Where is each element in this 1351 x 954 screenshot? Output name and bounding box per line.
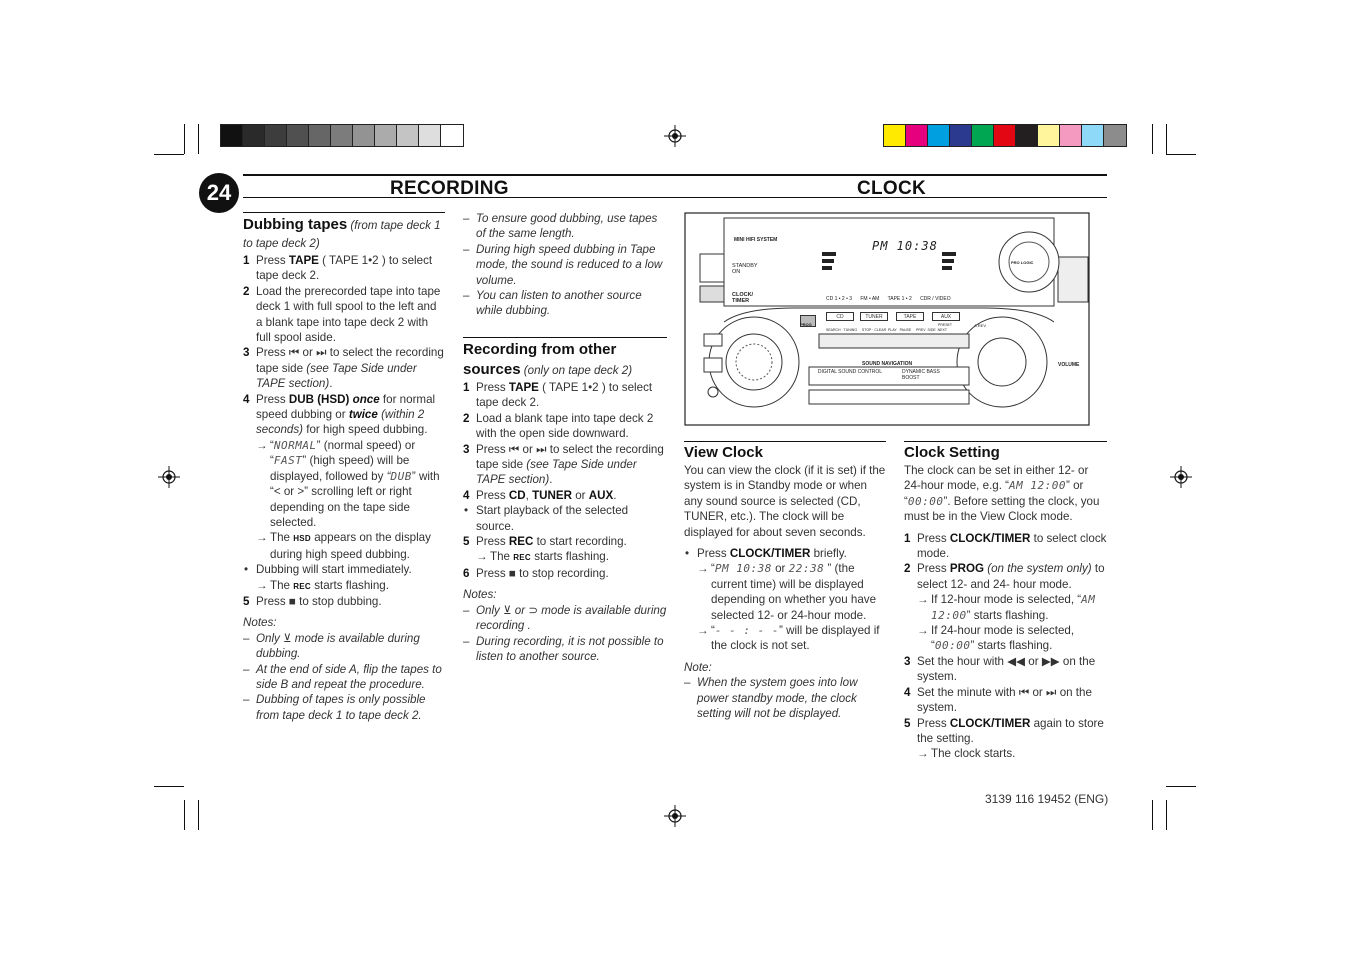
- step-4: 4 Press CD, TUNER or AUX.: [463, 488, 617, 502]
- note-2: – During recording, it is not possible to listen to another source.: [463, 634, 664, 663]
- header-title-recording: RECORDING: [390, 178, 509, 199]
- result-2: → If 24-hour mode is selected, “00:00” starts flashing.: [917, 624, 1075, 653]
- section-title: Clock Setting: [904, 444, 1000, 461]
- step-3: 3 Press ⏮ or ⏭ to select the recording tape side (see Tape Side under TAPE section).: [243, 346, 444, 391]
- crop-mark: [198, 124, 199, 154]
- result-2: → The HSD appears on the display during high speed dubbing.: [256, 531, 431, 561]
- document-code: 3139 116 19452 (ENG): [985, 792, 1109, 806]
- fast-forward-icon: ▶▶: [1041, 654, 1060, 668]
- header-title-clock: CLOCK: [857, 178, 927, 199]
- color-swatch: [287, 125, 309, 146]
- prog-label: PROG: [800, 322, 812, 327]
- result-2: → “- - : - -” will be displayed if the clock is not set.: [697, 624, 880, 653]
- color-swatch: [265, 125, 287, 146]
- clock-setting-intro: The clock can be set in either 12- or 24-hour mode, e.g. “AM 12:00” or “00:00”. Before setting the clock, you must be in the View Clock mode.: [904, 464, 1100, 524]
- sound-navigation-label: SOUND NAVIGATION: [862, 361, 913, 367]
- dsc-label: DIGITAL SOUND CONTROL: [817, 369, 883, 375]
- crop-mark: [1166, 786, 1196, 787]
- clock-setting-section: [904, 441, 1107, 762]
- step-5: 5 Press REC to start recording.: [463, 535, 627, 549]
- notes-heading: Notes:: [243, 616, 277, 630]
- crop-mark: [1166, 124, 1167, 154]
- dbb-label: DYNAMIC BASS BOOST: [902, 369, 940, 381]
- note-4: – To ensure good dubbing, use tapes of the same length.: [463, 212, 658, 241]
- color-swatch: [419, 125, 441, 146]
- arrow-icon: →: [256, 578, 268, 592]
- result-1: → The REC starts flashing.: [476, 550, 609, 564]
- arev-label: A.REV: [974, 323, 987, 328]
- notes-heading: Notes:: [463, 588, 497, 602]
- note-6: – You can listen to another source while dubbing.: [463, 289, 642, 318]
- source-labels: CD 1 • 2 • 3 FM • AM TAPE 1 • 2 CDR / VIDEO: [826, 296, 951, 302]
- registration-target-icon: [1170, 466, 1192, 488]
- step-5: 5 Press CLOCK/TIMER again to store the setting.: [904, 716, 1104, 745]
- crop-mark: [184, 800, 185, 830]
- reverse-tape-mode-icon: ⊃: [528, 603, 539, 617]
- crop-mark: [1166, 800, 1167, 830]
- view-clock-section: [684, 441, 886, 722]
- step-6: 6 Press ■ to stop recording.: [463, 566, 609, 580]
- step-1: 1 Press TAPE ( TAPE 1•2 ) to select tape deck 2.: [463, 381, 653, 410]
- hifi-system-front-panel-illustration: [684, 212, 1090, 426]
- crop-mark: [198, 800, 199, 830]
- step-1: 1 Press TAPE ( TAPE 1•2 ) to select tape deck 2.: [243, 254, 433, 283]
- stop-icon: ■: [508, 566, 516, 580]
- color-swatch: [1016, 125, 1038, 146]
- rewind-icon: ◀◀: [1007, 654, 1026, 668]
- column-rule: [684, 441, 886, 442]
- next-icon: ⏭: [1046, 685, 1057, 699]
- arrow-icon: →: [697, 624, 709, 638]
- transport-sub-labels: SEARCH · TUNING STOP · CLEAR PLAY PAUSE PREV SIDE NEXT: [826, 328, 947, 332]
- pro-logic-label: PRO LOGIC: [1011, 260, 1034, 265]
- result-1: → “PM 10:38 or 22:38 ” (the current time) will be displayed depending on whether you have selected 12- or 24-hour mode.: [697, 562, 877, 622]
- color-swatch: [906, 125, 928, 146]
- color-swatch: [928, 125, 950, 146]
- result-3: → The REC starts flashing.: [256, 578, 389, 592]
- color-swatch: [397, 125, 419, 146]
- arrow-icon: →: [256, 531, 268, 545]
- step-2: 2 Press PROG (on the system only) to select 12- and 24- hour mode.: [904, 562, 1105, 591]
- color-swatch: [972, 125, 994, 146]
- column-rule: [904, 441, 1107, 442]
- arrow-icon: →: [917, 593, 929, 607]
- crop-mark: [1152, 800, 1153, 830]
- color-swatch: [1060, 125, 1082, 146]
- page-number: 24: [199, 173, 239, 213]
- color-swatch: [243, 125, 265, 146]
- volume-label: VOLUME: [1058, 362, 1080, 368]
- note-5: – During high speed dubbing in Tape mode, the sound is reduced to a low volume.: [463, 242, 663, 287]
- crop-mark: [154, 154, 184, 155]
- arrow-icon: →: [917, 624, 929, 638]
- step-4: 4 Press DUB (HSD) once for normal speed dubbing or twice (within 2 seconds) for high speed dubbing.: [243, 392, 436, 437]
- dubbing-tapes-section: [243, 212, 445, 723]
- process-color-bar: [883, 124, 1127, 147]
- arrow-icon: →: [256, 438, 268, 452]
- aux-button[interactable]: AUX: [932, 312, 960, 321]
- prev-icon: ⏮: [1018, 685, 1030, 699]
- single-tape-mode-icon: ⊻: [283, 631, 292, 645]
- result-1: → If 12-hour mode is selected, “AM 12:00” starts flashing.: [917, 593, 1096, 622]
- note-1: – Only ⊻ or ⊃ mode is available during recording .: [463, 603, 667, 633]
- color-swatch: [441, 125, 463, 146]
- color-swatch: [309, 125, 331, 146]
- column-rule: [463, 337, 667, 338]
- arrow-icon: →: [697, 562, 709, 576]
- next-icon: ⏭: [536, 442, 547, 456]
- result-3: → The clock starts.: [917, 747, 1016, 761]
- recording-other-sources-section: [463, 337, 667, 664]
- note-1: – Only ⊻ mode is available during dubbing.: [243, 631, 420, 661]
- color-swatch: [1082, 125, 1104, 146]
- brand-label: MINI HIFI SYSTEM: [734, 237, 778, 243]
- arrow-icon: →: [476, 550, 488, 564]
- color-swatch: [1038, 125, 1060, 146]
- single-tape-mode-icon: ⊻: [503, 603, 512, 617]
- step-1: 1 Press CLOCK/TIMER to select clock mode.: [904, 531, 1107, 561]
- crop-mark: [154, 786, 184, 787]
- note-1: – When the system goes into low power standby mode, the clock setting will not be displayed.: [684, 676, 858, 721]
- grayscale-color-bar: [220, 124, 464, 147]
- step-2: 2 Load a blank tape into tape deck 2 with the open side downward.: [463, 411, 654, 441]
- color-swatch: [994, 125, 1016, 146]
- color-swatch: [950, 125, 972, 146]
- bullet-1: • Start playback of the selected source.: [464, 504, 629, 533]
- preset-label: PRESET: [938, 323, 953, 327]
- color-swatch: [1104, 125, 1126, 146]
- arrow-icon: →: [917, 747, 929, 761]
- crop-mark: [184, 124, 185, 154]
- note-2: – At the end of side A, flip the tapes to side B and repeat the procedure.: [243, 662, 442, 691]
- section-subtitle: (from tape deck 1 to tape deck 2): [243, 219, 441, 250]
- standby-label: STANDBY ON: [732, 263, 758, 275]
- step-5: 5 Press ■ to stop dubbing.: [243, 594, 382, 608]
- note-3: – Dubbing of tapes is only possible from tape deck 1 to tape deck 2.: [243, 693, 426, 722]
- registration-target-icon: [158, 466, 180, 488]
- note-heading: Note:: [684, 660, 712, 674]
- result-1: → “NORMAL” (normal speed) or “FAST” (high speed) will be displayed, followed by “DUB” with “< or >” scrolling left or right depending on the tape side selected.: [256, 438, 440, 529]
- section-title: Recording from other sources: [463, 341, 617, 378]
- view-clock-intro: You can view the clock (if it is set) if the system is in Standby mode or when any sound source is selected (CD, TUNER, etc.). The clock will be displayed for about seven seconds.: [684, 464, 886, 539]
- dubbing-notes-continued: [463, 211, 667, 319]
- color-swatch: [353, 125, 375, 146]
- registration-target-icon: [664, 805, 686, 827]
- crop-mark: [1152, 124, 1153, 154]
- tuner-button[interactable]: TUNER: [860, 312, 888, 321]
- registration-target-icon: [664, 125, 686, 147]
- bullet-1: • Dubbing will start immediately.: [244, 563, 412, 577]
- lcd-time: PM 10:38: [872, 239, 938, 253]
- step-3: 3 Set the hour with ◀◀ or ▶▶ on the system.: [904, 654, 1096, 684]
- clock-timer-label: CLOCK/ TIMER: [732, 292, 754, 304]
- prev-icon: ⏮: [288, 346, 300, 360]
- color-swatch: [221, 125, 243, 146]
- color-swatch: [375, 125, 397, 146]
- bullet-1: • Press CLOCK/TIMER briefly.: [685, 547, 847, 561]
- prev-icon: ⏮: [508, 442, 520, 456]
- stop-icon: ■: [288, 594, 296, 608]
- header-rule-top: [243, 174, 1107, 176]
- section-title: View Clock: [684, 444, 763, 461]
- step-2: 2 Load the prerecorded tape into tape deck 1 with full spool to the left and a blank tape into tape deck 2 with full spool aside.: [243, 284, 441, 345]
- section-title: Dubbing tapes: [243, 216, 348, 233]
- step-3: 3 Press ⏮ or ⏭ to select the recording tape side (see Tape Side under TAPE section).: [463, 442, 664, 487]
- next-icon: ⏭: [316, 346, 327, 360]
- header-rule-bottom: [243, 197, 1107, 198]
- step-4: 4 Set the minute with ⏮ or ⏭ on the system.: [904, 685, 1092, 715]
- section-subtitle: (only on tape deck 2): [523, 364, 633, 377]
- column-rule: [243, 212, 445, 213]
- tape-button[interactable]: TAPE: [896, 312, 924, 321]
- crop-mark: [1166, 154, 1196, 155]
- color-swatch: [331, 125, 353, 146]
- color-swatch: [884, 125, 906, 146]
- cd-button[interactable]: CD: [826, 312, 854, 321]
